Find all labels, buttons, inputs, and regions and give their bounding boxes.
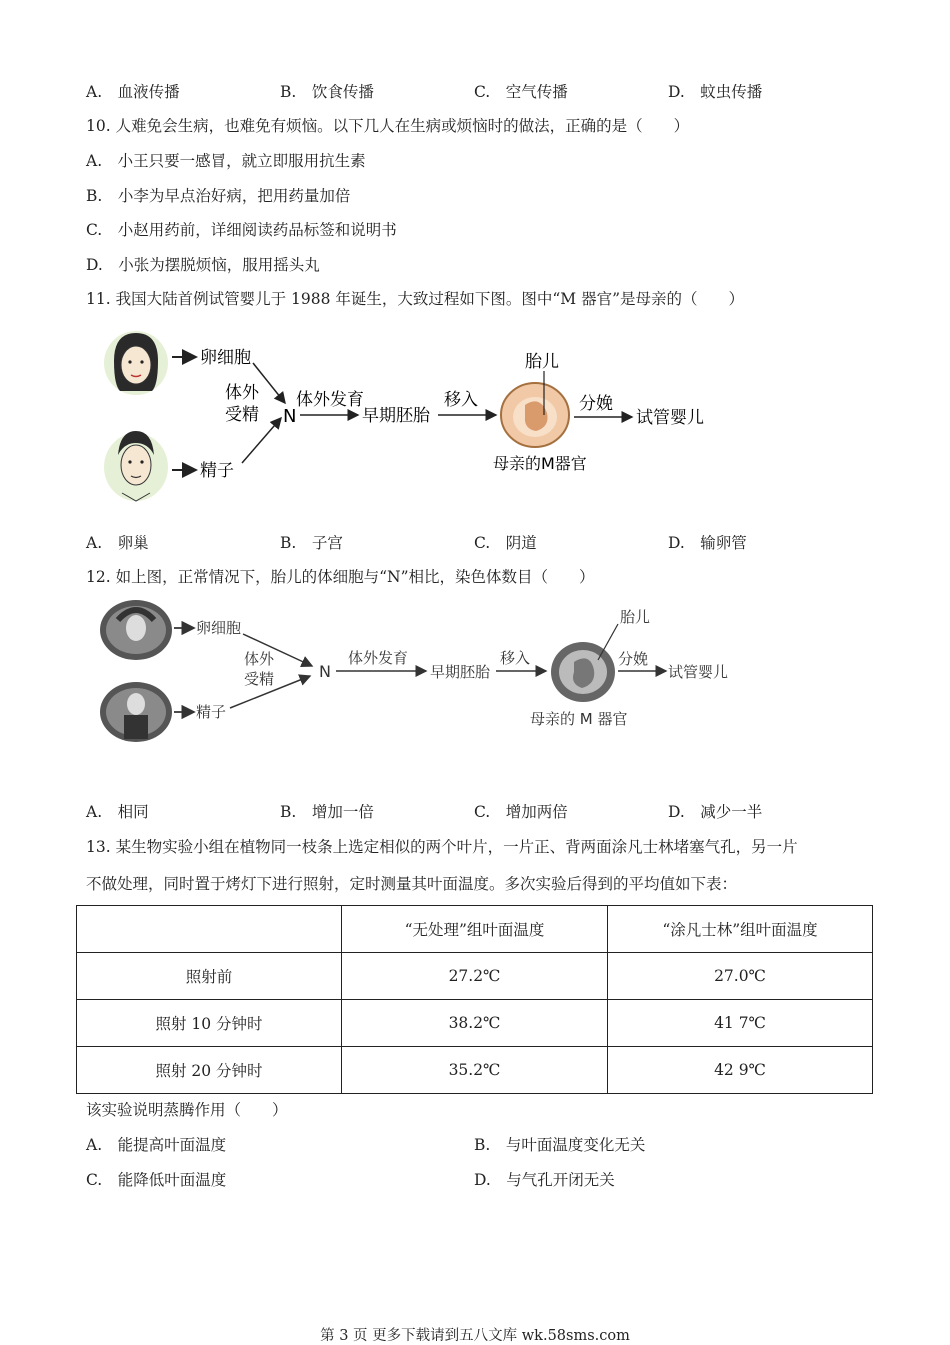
diagram1-dev-label: 体外发育 (296, 390, 364, 410)
diagram1-fetus-label: 胎儿 (525, 352, 559, 372)
mother-photo-icon (100, 600, 172, 660)
table-header-cell: “无处理”组叶面温度 (342, 906, 608, 953)
table-cell: 41 7℃ (608, 1000, 873, 1047)
q10-option-c: C. 小赵用药前，详细阅读药品标签和说明书 (86, 221, 397, 239)
diagram1-move-label: 移入 (444, 390, 478, 410)
table-row (77, 1000, 873, 1047)
q10-option-d: D. 小张为摆脱烦恼，服用摇头丸 (86, 256, 320, 274)
q12-option-a: A. 相同 (86, 803, 149, 821)
diagram2-n-label: N (319, 662, 331, 681)
table-cell: 38.2℃ (342, 1000, 608, 1047)
uterus-photo-icon (551, 642, 615, 702)
diagram2-fert-label-1: 体外 (244, 650, 275, 668)
diagram1-birth-label: 分娩 (579, 394, 613, 414)
table-cell: 照射 20 分钟时 (77, 1047, 342, 1094)
mother-face-icon (104, 331, 168, 395)
q9-option-a: A. 血液传播 (86, 83, 180, 101)
diagram2-move-label: 移入 (500, 649, 531, 667)
diagram1-sperm-label: 精子 (200, 461, 234, 481)
table-row (77, 953, 873, 1000)
table-row (77, 1047, 873, 1094)
diagram2-birth-label: 分娩 (618, 650, 649, 668)
table-cell: 照射 10 分钟时 (77, 1000, 342, 1047)
q13-option-c: C. 能降低叶面温度 (86, 1171, 227, 1189)
diagram2-fetus-label: 胎儿 (620, 608, 651, 626)
table-header-cell: “涂凡士林”组叶面温度 (608, 906, 873, 953)
diagram1-fert-label-1: 体外 (225, 383, 259, 403)
diagram1-baby-label: 试管婴儿 (636, 408, 704, 428)
diagram2-organ-label: 母亲的 M 器官 (530, 710, 628, 728)
table-cell: 照射前 (77, 953, 342, 1000)
temperature-table (76, 905, 873, 1094)
diagram1-embryo-label: 早期胚胎 (362, 406, 430, 426)
table-cell: 42 9℃ (608, 1047, 873, 1094)
table-cell: 27.0℃ (608, 953, 873, 1000)
father-photo-icon (100, 682, 172, 742)
q11-option-c: C. 阴道 (474, 534, 537, 552)
diagram2-baby-label: 试管婴儿 (668, 663, 729, 681)
q9-option-d: D. 蚊虫传播 (668, 83, 763, 101)
table-cell: 35.2℃ (342, 1047, 608, 1094)
diagram2-egg-label: 卵细胞 (196, 619, 242, 637)
diagram1-fert-label-2: 受精 (225, 405, 259, 425)
q13-question: 该实验说明蒸腾作用（ ） (86, 1101, 288, 1119)
q9-option-b: B. 饮食传播 (280, 83, 374, 101)
q12-option-d: D. 减少一半 (668, 803, 763, 821)
q13-stem-line-2: 不做处理，同时置于烤灯下进行照射，定时测量其叶面温度。多次实验后得到的平均值如下表： (86, 875, 738, 893)
q10-option-b: B. 小李为早点治好病，把用药量加倍 (86, 187, 351, 205)
q12-option-b: B. 增加一倍 (280, 803, 374, 821)
diagram1-n-label: N (283, 406, 297, 427)
q10-option-a: A. 小王只要一感冒，就立即服用抗生素 (86, 152, 366, 170)
table-header-cell (77, 906, 342, 953)
table-header-row (77, 906, 873, 953)
q13-option-b: B. 与叶面温度变化无关 (474, 1136, 646, 1154)
q11-option-d: D. 输卵管 (668, 534, 747, 552)
diagram2-fert-label-2: 受精 (244, 670, 275, 688)
q13-stem-line-1: 13. 某生物实验小组在植物同一枝条上选定相似的两个叶片，一片正、背两面涂凡士林堵塞气孔，另一片 (86, 838, 798, 856)
q11-option-a: A. 卵巢 (86, 534, 149, 552)
table-cell: 27.2℃ (342, 953, 608, 1000)
q12-stem: 12. 如上图，正常情况下，胎儿的体细胞与“N”相比，染色体数目（ ） (86, 568, 595, 586)
diagram1-organ-label: 母亲的M器官 (493, 454, 587, 473)
q12-option-c: C. 增加两倍 (474, 803, 568, 821)
ivf-diagram-1 (100, 325, 720, 510)
q13-option-a: A. 能提高叶面温度 (86, 1136, 227, 1154)
page-footer: 第 3 页 更多下载请到五八文库 wk.58sms.com (320, 1328, 630, 1344)
diagram1-egg-label: 卵细胞 (200, 348, 251, 368)
uterus-fetus-icon (501, 383, 569, 447)
diagram2-dev-label: 体外发育 (348, 649, 409, 667)
q11-option-b: B. 子宫 (280, 534, 343, 552)
diagram2-sperm-label: 精子 (196, 703, 227, 721)
q13-option-d: D. 与气孔开闭无关 (474, 1171, 615, 1189)
diagram2-embryo-label: 早期胚胎 (430, 663, 491, 681)
father-face-icon (104, 431, 168, 501)
ivf-diagram-2 (98, 600, 748, 750)
q9-option-c: C. 空气传播 (474, 83, 568, 101)
q10-stem: 10. 人难免会生病，也难免有烦恼。以下几人在生病或烦恼时的做法，正确的是（ ） (86, 117, 690, 135)
q11-stem: 11. 我国大陆首例试管婴儿于 1988 年诞生，大致过程如下图。图中“M 器官”是母亲的（ ） (86, 290, 745, 308)
